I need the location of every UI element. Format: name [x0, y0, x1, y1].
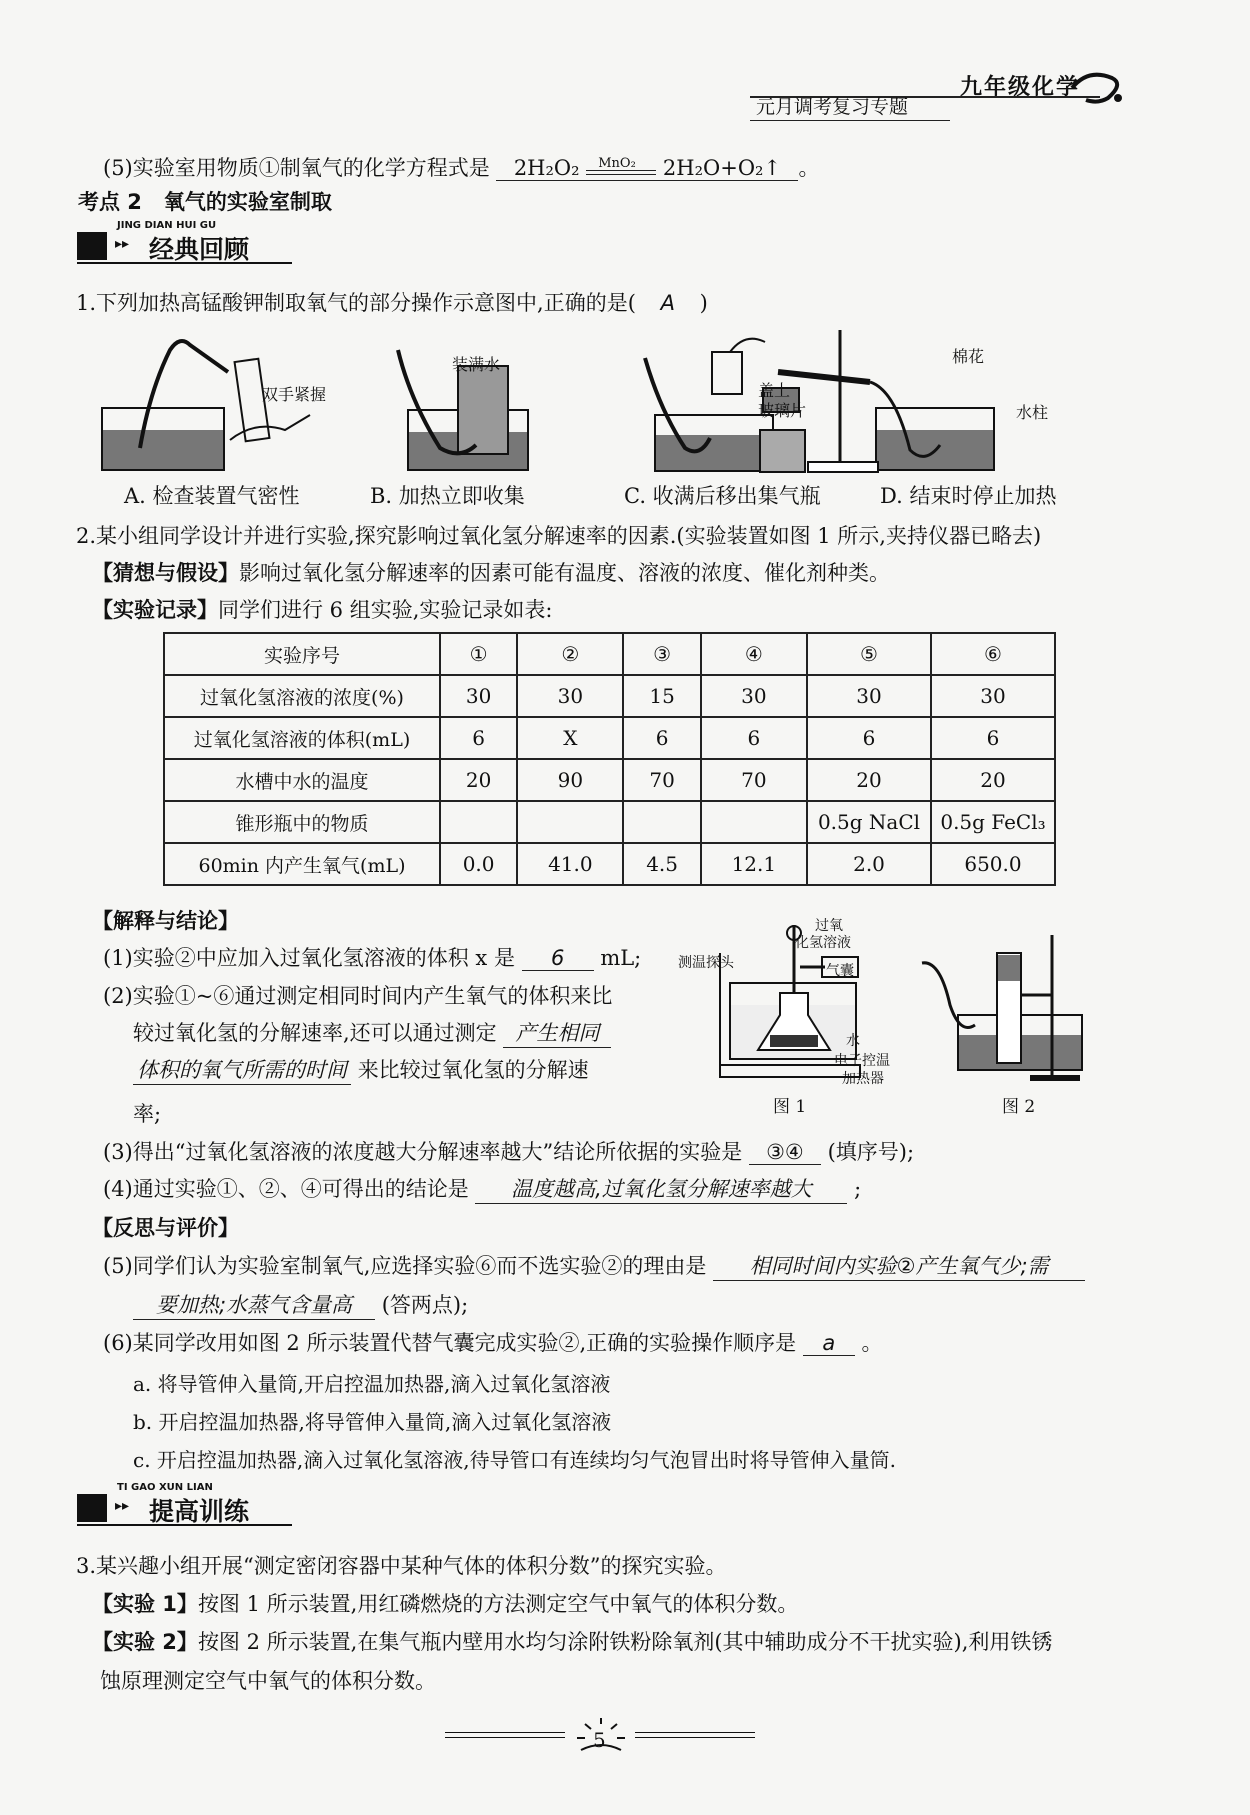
q1-label-c2: 玻璃片 — [758, 401, 807, 420]
table-cell: 41.0 — [517, 843, 623, 885]
table-cell: 60min 内产生氧气(mL) — [164, 843, 440, 885]
fig1-heater1: 电子控温 — [834, 1053, 890, 1069]
q2-s1-post: mL; — [600, 946, 642, 970]
table-cell: 6 — [440, 717, 517, 759]
q2-reflect-label: 【反思与评价】 — [92, 1216, 239, 1240]
q1-label-d1: 棉花 — [952, 347, 985, 366]
q2-s6-opt-b: b. 开启控温加热器,将导管伸入量筒,滴入过氧化氢溶液 — [133, 1410, 612, 1434]
page-rule-left — [445, 1732, 565, 1738]
table-header-cell: ③ — [623, 633, 700, 675]
header-topic: 元月调考复习专题 — [756, 96, 909, 118]
q2-s4-post: ; — [854, 1177, 862, 1201]
q2-explain-label: 【解释与结论】 — [92, 909, 239, 933]
q1-label-b: 装满水 — [452, 355, 501, 374]
prev-q5-product: 2H₂O+O₂↑ — [662, 156, 782, 180]
q2-s5-post: (答两点); — [381, 1293, 469, 1317]
section-arrow-icon: ▸▸ — [115, 236, 130, 252]
page-number-decoration — [445, 1722, 755, 1762]
table-row — [164, 675, 1055, 717]
section-pinyin: TI GAO XUN LIAN — [117, 1482, 213, 1493]
q2-s6-answer: a — [803, 1331, 855, 1356]
prev-q5-catalyst: MnO₂ — [598, 156, 636, 171]
q2-guess — [92, 557, 890, 587]
table-cell: 0.5g NaCl — [807, 801, 931, 843]
section-arrow-icon: ▸▸ — [115, 1498, 130, 1514]
table-cell — [701, 801, 807, 843]
q1-stem — [76, 287, 708, 317]
table-cell: 90 — [517, 759, 623, 801]
prev-q5-answer — [496, 156, 798, 181]
table-cell: 6 — [807, 717, 931, 759]
q1-label-a: 双手紧握 — [262, 385, 327, 404]
fig1-probe: 测温探头 — [678, 955, 734, 971]
q1-close: ) — [699, 291, 708, 315]
table-header-row — [164, 633, 1055, 675]
table-cell: 20 — [931, 759, 1055, 801]
fig1-water: 水 — [846, 1033, 860, 1049]
q2-s4-answer: 温度越高,过氧化氢分解速率越大 — [475, 1173, 847, 1204]
section-pinyin: JING DIAN HUI GU — [117, 220, 217, 231]
experiment-table — [163, 632, 1056, 886]
q2-s2-answer1: 产生相同 — [503, 1017, 611, 1048]
q2-s5-answer1: 相同时间内实验②产生氧气少;需 — [713, 1250, 1085, 1281]
q2-s2-l2 — [133, 1017, 611, 1048]
q1-stem-text: 1.下列加热高锰酸钾制取氧气的部分操作示意图中,正确的是( — [76, 291, 636, 315]
kaodian-title — [78, 186, 332, 216]
q2-s2-l1: (2)实验①~⑥通过测定相同时间内产生氧气的体积来比 — [103, 984, 613, 1008]
fig-a — [102, 341, 310, 470]
page-number: 5 — [593, 1728, 606, 1752]
q2-s4-text: (4)通过实验①、②、④可得出的结论是 — [103, 1177, 469, 1201]
fig1-heater2: 加热器 — [842, 1071, 884, 1087]
section-classic-review — [77, 220, 297, 264]
page-rule-right — [635, 1732, 755, 1738]
q2-s6-opt-c: c. 开启控温加热器,滴入过氧化氢溶液,待导管口有连续均匀气泡冒出时将导管伸入量筒. — [133, 1448, 896, 1472]
table-cell: 20 — [440, 759, 517, 801]
prev-q5-text: (5)实验室用物质①制氧气的化学方程式是 — [103, 156, 490, 180]
q2-guess-label: 【猜想与假设】 — [92, 561, 239, 585]
q2-record — [92, 594, 552, 624]
fig-2 — [922, 935, 1082, 1081]
q3-e1-text: 按图 1 所示装置,用红磷燃烧的方法测定空气中氧气的体积分数。 — [197, 1592, 799, 1616]
prev-q5 — [103, 152, 819, 182]
q2-record-text: 同学们进行 6 组实验,实验记录如表: — [218, 598, 553, 622]
header-underline — [750, 120, 950, 121]
section-bar — [77, 232, 107, 260]
q3-stem: 3.某兴趣小组开展“测定密闭容器中某种气体的体积分数”的探究实验。 — [76, 1554, 727, 1578]
kaodian-label: 考点 2 — [78, 190, 142, 214]
table-cell: 20 — [807, 759, 931, 801]
table-cell: 2.0 — [807, 843, 931, 885]
header — [750, 62, 1130, 122]
table-cell: 0.5g FeCl₃ — [931, 801, 1055, 843]
q2-s4 — [103, 1173, 861, 1204]
q2-s3 — [103, 1136, 914, 1166]
section-bar — [77, 1494, 107, 1522]
section-title: 经典回顾 — [149, 235, 250, 264]
section-underline — [77, 1524, 292, 1526]
table-cell: 12.1 — [701, 843, 807, 885]
q2-s6 — [103, 1327, 883, 1357]
table-cell: 30 — [931, 675, 1055, 717]
prev-q5-end: 。 — [798, 156, 820, 180]
q2-s2-l2-text: 较过氧化氢的分解速率,还可以通过测定 — [133, 1021, 497, 1045]
table-header-cell: ⑤ — [807, 633, 931, 675]
fig-c — [645, 339, 773, 471]
fig2-caption: 图 2 — [1002, 1097, 1036, 1117]
table-header-cell: ④ — [701, 633, 807, 675]
q2-stem: 2.某小组同学设计并进行实验,探究影响过氧化氢分解速率的因素.(实验装置如图 1 所示,夹持仪器已略去) — [76, 524, 1042, 548]
table-cell: 70 — [623, 759, 700, 801]
fig1-liquid1: 过氧 — [815, 918, 843, 934]
table-cell: 30 — [440, 675, 517, 717]
table-cell: 70 — [701, 759, 807, 801]
q1-answer: A — [660, 291, 675, 315]
q2-s5-answer2: 要加热;水蒸气含量高 — [133, 1289, 375, 1320]
table-cell: 6 — [701, 717, 807, 759]
table-cell: 水槽中水的温度 — [164, 759, 440, 801]
table-row — [164, 717, 1055, 759]
q2-s5-text: (5)同学们认为实验室制氧气,应选择实验⑥而不选实验②的理由是 — [103, 1254, 707, 1278]
q2-s5-l2 — [133, 1289, 468, 1320]
table-cell: 15 — [623, 675, 700, 717]
table-cell: 30 — [807, 675, 931, 717]
fig1-caption: 图 1 — [773, 1097, 807, 1117]
q2-s5 — [103, 1250, 1085, 1281]
q1-figures — [80, 330, 1100, 480]
q3-e1 — [92, 1588, 798, 1618]
header-swoosh-icon — [1068, 68, 1128, 108]
q2-guess-text: 影响过氧化氢分解速率的因素可能有温度、溶液的浓度、催化剂种类。 — [239, 561, 890, 585]
table-cell: 30 — [517, 675, 623, 717]
table-cell: 6 — [623, 717, 700, 759]
table-cell: 30 — [701, 675, 807, 717]
table-cell — [517, 801, 623, 843]
table-header-cell: 实验序号 — [164, 633, 440, 675]
q2-figures — [700, 915, 1120, 1090]
q1-option-d: D. 结束时停止加热 — [880, 484, 1057, 508]
header-grade: 九年级化学 — [960, 75, 1081, 100]
prev-q5-reactant: 2H₂O₂ — [513, 156, 580, 180]
fig1-bag: 气囊 — [826, 963, 854, 979]
kaodian-heading: 氧气的实验室制取 — [163, 190, 332, 214]
q2-s2-answer2: 体积的氧气所需的时间 — [133, 1054, 351, 1085]
q1-label-d2: 水柱 — [1016, 403, 1049, 422]
q1-option-b: B. 加热立即收集 — [370, 484, 525, 508]
q2-s1-answer: 6 — [522, 946, 594, 971]
section-underline — [77, 262, 292, 264]
q2-s3-post: (填序号); — [827, 1140, 915, 1164]
q1-label-c1: 盖上 — [758, 381, 791, 400]
table-cell: X — [517, 717, 623, 759]
q3-e2-cont: 蚀原理测定空气中氧气的体积分数。 — [100, 1669, 436, 1693]
q2-s3-text: (3)得出“过氧化氢溶液的浓度越大分解速率越大”结论所依据的实验是 — [103, 1140, 743, 1164]
section-title: 提高训练 — [149, 1497, 250, 1526]
table-cell: 4.5 — [623, 843, 700, 885]
table-header-cell: ② — [517, 633, 623, 675]
q2-s6-text: (6)某同学改用如图 2 所示装置代替气囊完成实验②,正确的实验操作顺序是 — [103, 1331, 797, 1355]
q3-e2 — [92, 1626, 1052, 1656]
table-cell: 6 — [931, 717, 1055, 759]
q2-s1-text: (1)实验②中应加入过氧化氢溶液的体积 x 是 — [103, 946, 515, 970]
table-row — [164, 801, 1055, 843]
q3-e1-label: 【实验 1】 — [92, 1592, 198, 1616]
q1-option-a: A. 检查装置气密性 — [124, 484, 300, 508]
table-header-cell: ① — [440, 633, 517, 675]
q3-e2-text: 按图 2 所示装置,在集气瓶内壁用水均匀涂附铁粉除氧剂(其中辅助成分不干扰实验),利用铁锈 — [197, 1630, 1053, 1654]
table-cell — [440, 801, 517, 843]
prev-q5-arrow — [586, 156, 656, 175]
table-cell: 锥形瓶中的物质 — [164, 801, 440, 843]
table-cell: 0.0 — [440, 843, 517, 885]
section-advanced-training — [77, 1482, 297, 1526]
table-cell — [623, 801, 700, 843]
q2-s2-l3 — [133, 1054, 589, 1085]
q3-e2-label: 【实验 2】 — [92, 1630, 198, 1654]
table-cell: 过氧化氢溶液的浓度(%) — [164, 675, 440, 717]
q2-s6-post: 。 — [861, 1331, 883, 1355]
q2-record-label: 【实验记录】 — [92, 598, 218, 622]
q2-s6-opt-a: a. 将导管伸入量筒,开启控温加热器,滴入过氧化氢溶液 — [133, 1372, 611, 1396]
q2-s3-answer: ③④ — [749, 1140, 821, 1165]
table-row — [164, 843, 1055, 885]
table-cell: 过氧化氢溶液的体积(mL) — [164, 717, 440, 759]
q2-s1 — [103, 942, 641, 972]
table-row — [164, 759, 1055, 801]
q1-option-c: C. 收满后移出集气瓶 — [624, 484, 821, 508]
q2-s2-l4: 率; — [133, 1102, 162, 1126]
fig1-liquid2: 化氢溶液 — [795, 935, 851, 951]
table-header-cell: ⑥ — [931, 633, 1055, 675]
table-cell: 650.0 — [931, 843, 1055, 885]
q2-s2-l3-text: 来比较过氧化氢的分解速 — [357, 1058, 589, 1082]
